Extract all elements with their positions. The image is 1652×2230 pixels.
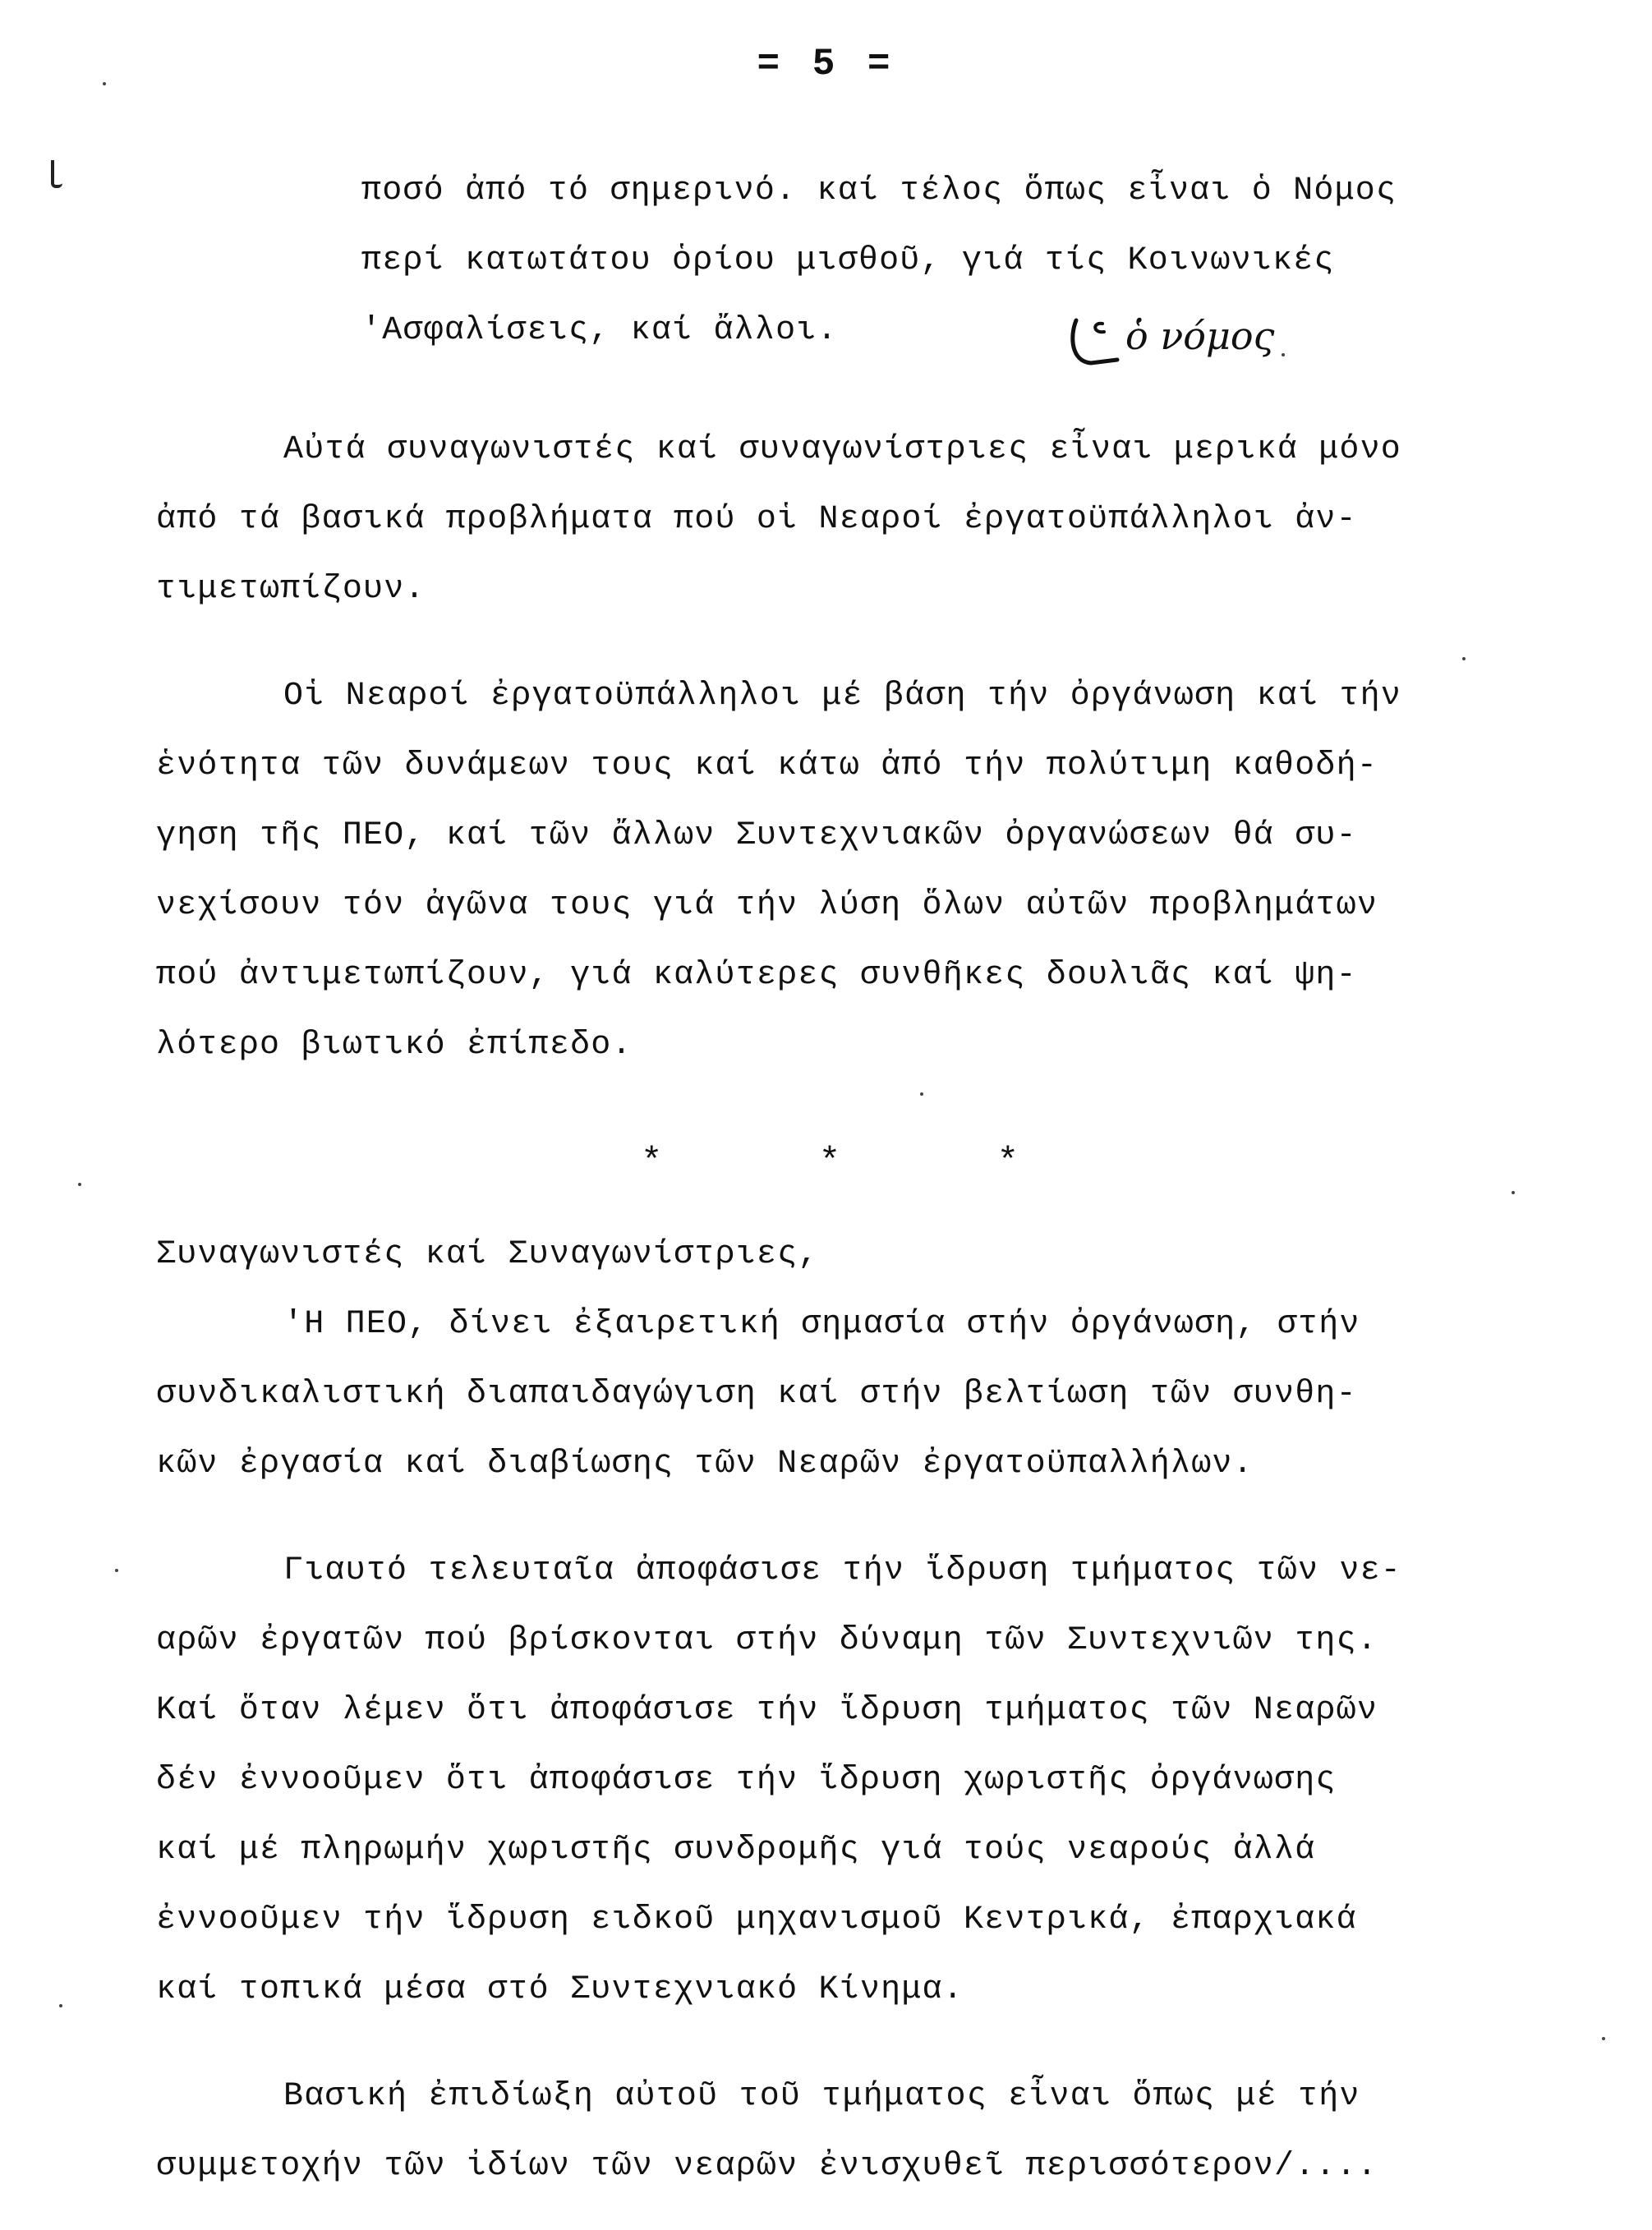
text-line: Γιαυτό τελευταῖα ἀποφάσισε τήν ἵδρυση τμήματος τῶν νε-	[283, 1552, 1402, 1589]
text-line: ἐννοοῦμεν τήν ἵδρυση ειδκοῦ μηχανισμοῦ Κεντρικά, ἐπαρχιακά	[156, 1901, 1357, 1938]
text-line: καί μέ πληρωμήν χωριστῆς συνδρομῆς γιά τούς νεαρούς ἀλλά	[156, 1832, 1316, 1869]
salutation: Συναγωνιστές καί Συναγωνίστριες,	[156, 1236, 819, 1273]
paper-speck	[1602, 2037, 1605, 2040]
separator-star: *	[641, 1142, 663, 1183]
text-line: κῶν ἐργασία καί διαβίωσης τῶν Νεαρῶν ἐργατοϋπαλλήλων.	[156, 1446, 1254, 1483]
text-line: ἑνότητα τῶν δυνάμεων τους καί κάτω ἀπό τήν πολύτιμη καθοδή-	[156, 747, 1378, 784]
paper-speck	[59, 2004, 62, 2007]
text-line: Καί ὅταν λέμεν ὅτι ἀποφάσισε τήν ἵδρυση τμήματος τῶν Νεαρῶν	[156, 1692, 1378, 1729]
left-margin-mark	[51, 160, 62, 188]
text-line: γηση τῆς ΠΕΟ, καί τῶν ἄλλων Συντεχνιακῶν ὀργανώσεων θά συ-	[156, 817, 1357, 854]
paper-speck	[1462, 657, 1466, 660]
separator-star: *	[996, 1142, 1019, 1183]
text-line: αρῶν ἐργατῶν πού βρίσκονται στήν δύναμη τῶν Συντεχνιῶν της.	[156, 1622, 1378, 1659]
paper-speck	[78, 1183, 81, 1186]
text-line: περί κατωτάτου ὁρίου μισθοῦ, γιά τίς Κοινωνικές	[361, 242, 1335, 279]
page-number: = 5 =	[757, 43, 895, 85]
paper-speck	[920, 1092, 923, 1096]
text-line: Αὐτά συναγωνιστές καί συναγωνίστριες εἶναι μερικά μόνο	[283, 431, 1402, 468]
paper-speck	[1282, 353, 1285, 356]
text-line: συμμετοχήν τῶν ἰδίων τῶν νεαρῶν ἐνισχυθεῖ περισσότερον/....	[156, 2148, 1378, 2185]
text-line: δέν ἐννοοῦμεν ὅτι ἀποφάσισε τήν ἵδρυση χωριστῆς ὀργάνωσης	[156, 1762, 1337, 1799]
text-line: καί τοπικά μέσα στό Συντεχνιακό Κίνημα.	[156, 1971, 964, 2008]
text-line: ποσό ἀπό τό σημερινό. καί τέλος ὅπως εἶναι ὁ Νόμος	[361, 172, 1397, 209]
paper-speck	[115, 1569, 118, 1572]
text-line: 'Η ΠΕΟ, δίνει ἐξαιρετική σημασία στήν ὀργάνωση, στήν	[283, 1306, 1360, 1343]
text-line: ἀπό τά βασικά προβλήματα πού οἱ Νεαροί ἐργατοϋπάλληλοι ἀν-	[156, 501, 1357, 538]
text-line: λότερο βιωτικό ἐπίπεδο.	[156, 1027, 633, 1064]
text-line: τιμετωπίζουν.	[156, 571, 426, 608]
text-line: 'Ασφαλίσεις, καί ἄλλοι.	[361, 312, 838, 349]
handwritten-text: ὁ νόμος	[1125, 314, 1275, 358]
text-line: πού ἀντιμετωπίζουν, γιά καλύτερες συνθῆκες δουλιᾶς καί ψη-	[156, 957, 1357, 994]
section-separator	[641, 1142, 1019, 1183]
paper-speck	[1512, 1191, 1515, 1194]
margin-speck	[103, 82, 106, 85]
text-line: Βασική ἐπιδίωξη αὐτοῦ τοῦ τμήματος εἶναι ὅπως μέ τήν	[283, 2078, 1360, 2115]
handwritten-insertion	[1068, 304, 1339, 378]
text-line: νεχίσουν τόν ἀγῶνα τους γιά τήν λύση ὅλων αὐτῶν προβλημάτων	[156, 887, 1378, 924]
text-line: Οἱ Νεαροί ἐργατοϋπάλληλοι μέ βάση τήν ὀργάνωση καί τήν	[283, 678, 1402, 715]
separator-star: *	[818, 1142, 841, 1183]
text-line: συνδικαλιστική διαπαιδαγώγιση καί στήν βελτίωση τῶν συνθη-	[156, 1376, 1357, 1413]
